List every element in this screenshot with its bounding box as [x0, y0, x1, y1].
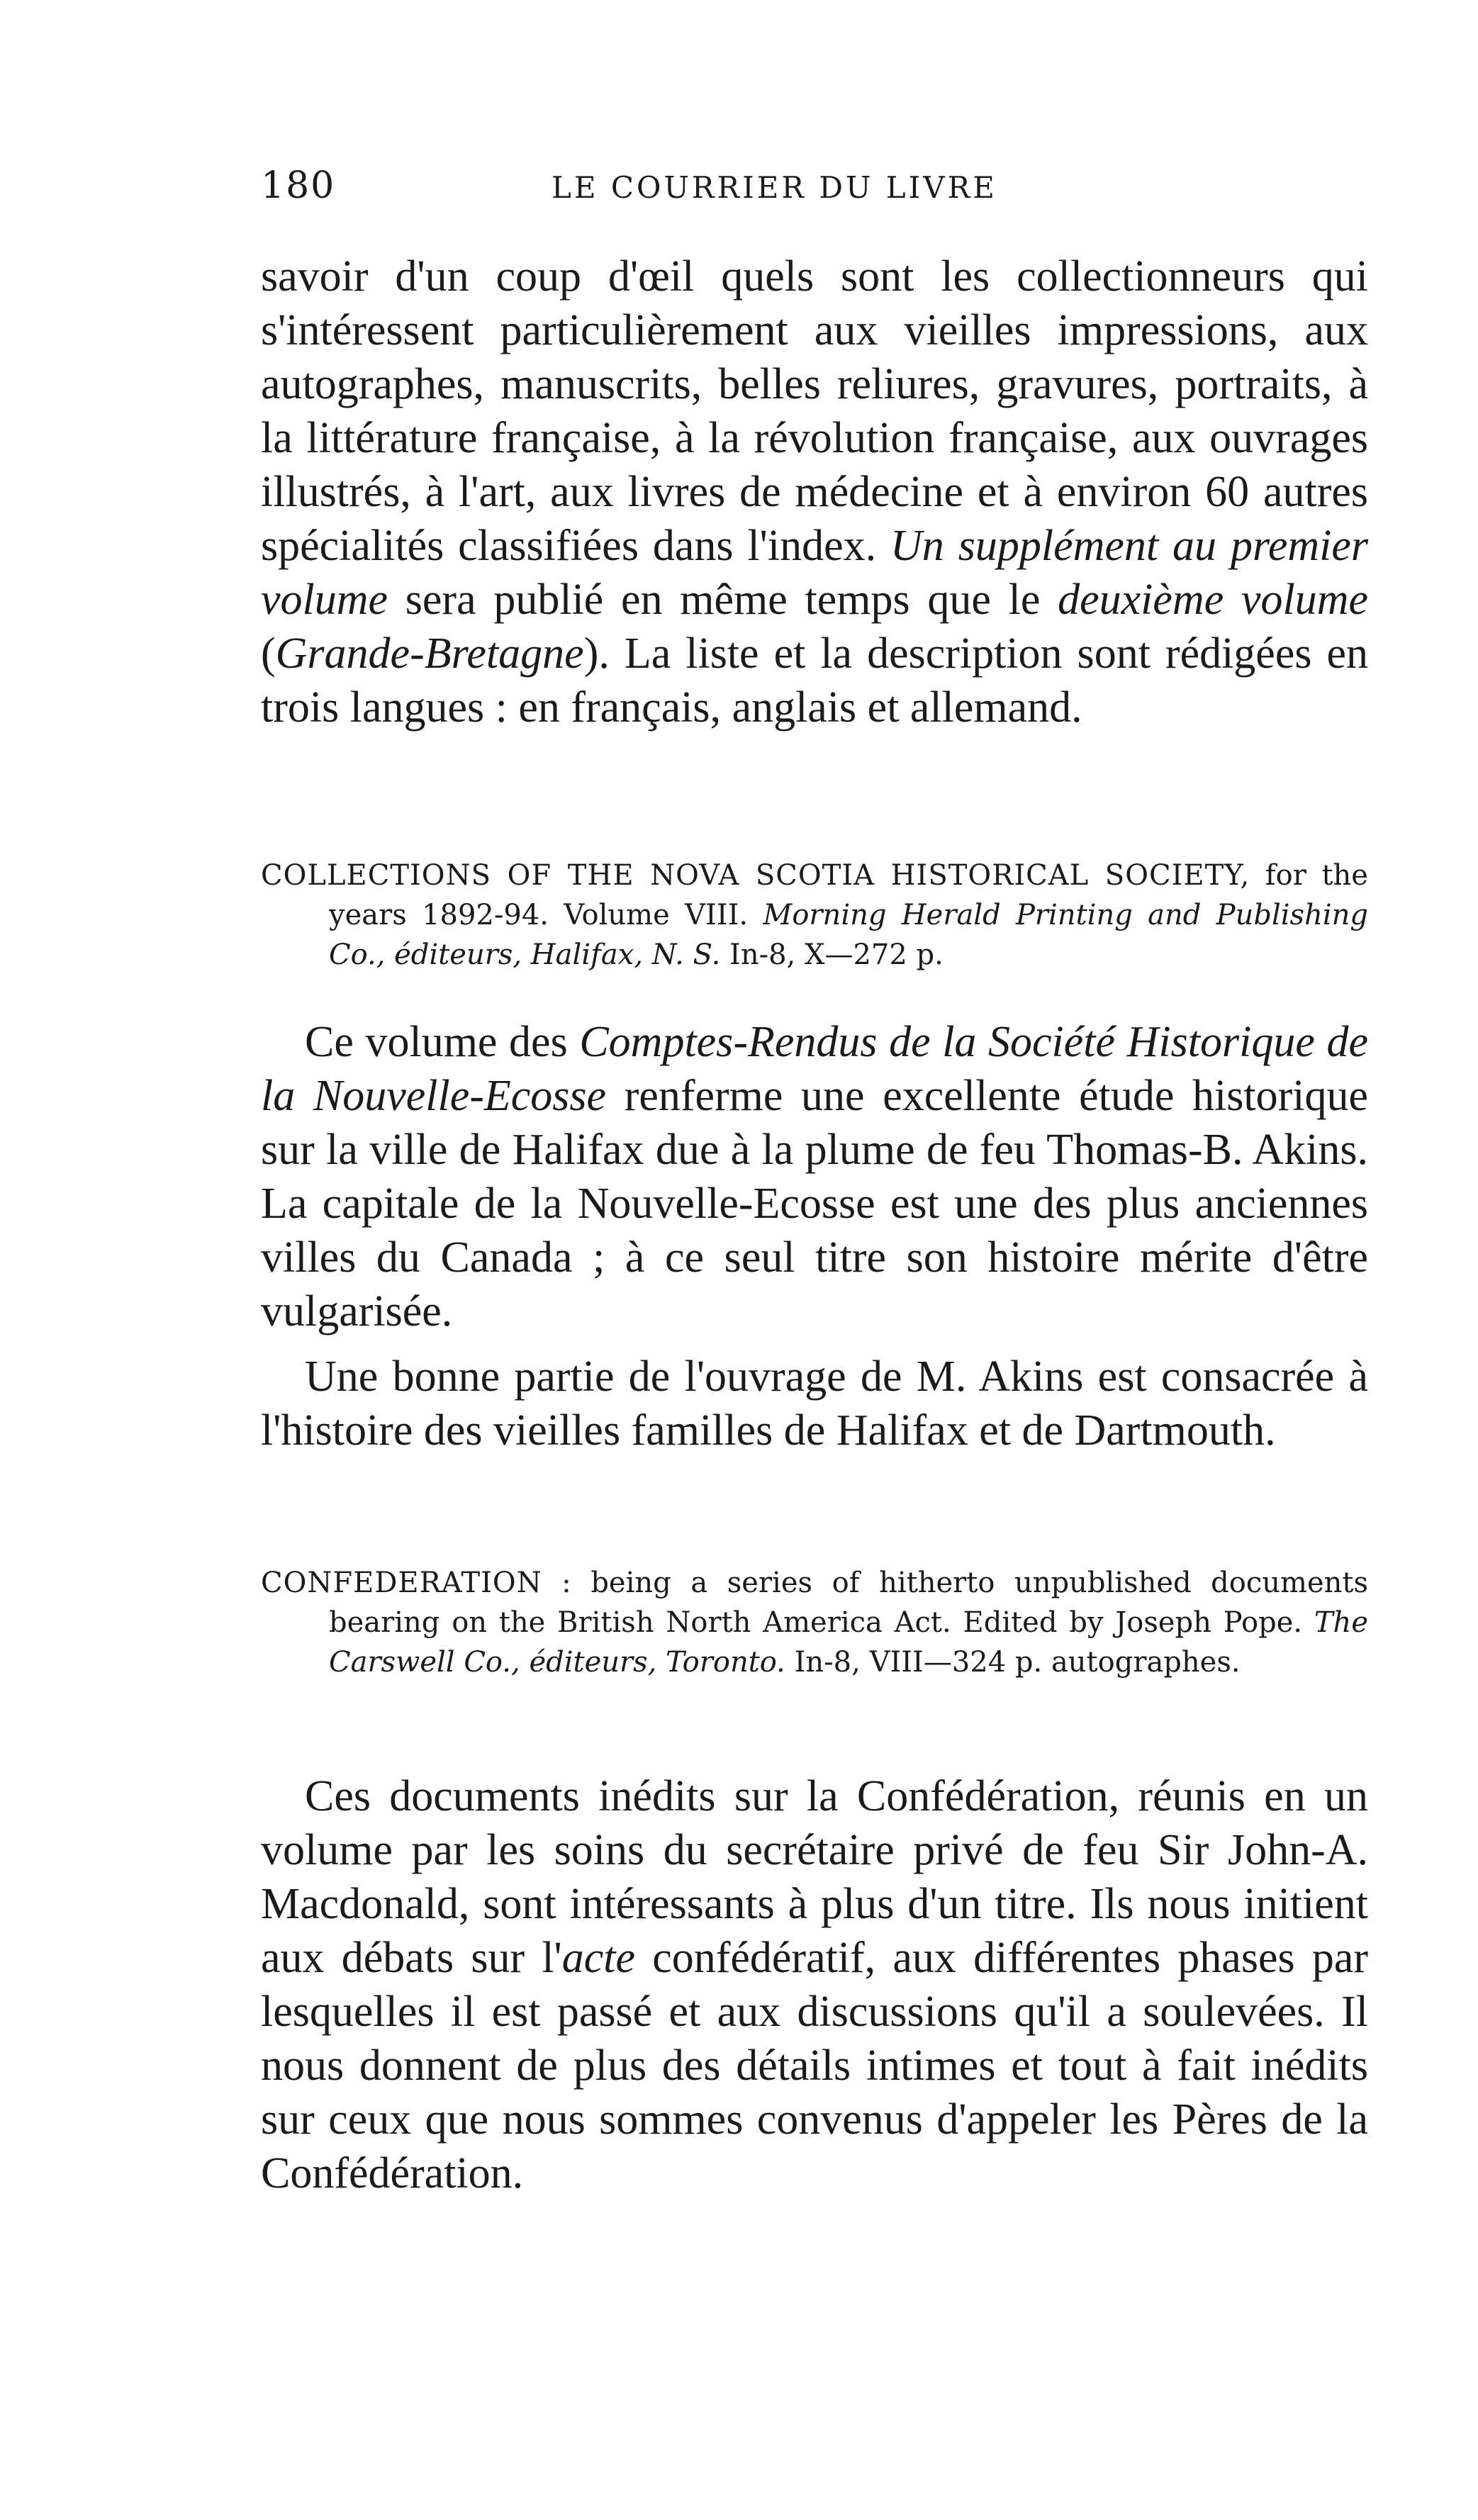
- para4-italic-acte: acte: [561, 1934, 635, 1982]
- para2-italic-title: Comptes-Rendus de la Société Historique de la Nouvelle-Ecosse: [261, 1018, 1368, 1120]
- para1-italic-grande-bretagne: Grande-Bretagne: [275, 629, 584, 678]
- page-header: [261, 164, 1368, 214]
- entry2-format: In-8, VIII—324 p. autographes.: [785, 1646, 1241, 1679]
- para1-text-end: ). La liste et la description sont rédigées en trois langues : en français, anglais et allemand.: [261, 629, 1368, 732]
- entry2-text: : being a series of hitherto unpublished documents bearing on the British North America Act. Edited by Joseph Pope.: [329, 1567, 1368, 1639]
- para1-text-mid2: (: [261, 629, 276, 678]
- entry1-text: for the years 1892-94. Volume VIII.: [329, 859, 1368, 931]
- paragraph-review-confederation: [261, 1769, 1368, 2200]
- entry2-publisher: The Carswell Co., éditeurs, Toronto.: [329, 1606, 1368, 1679]
- entry1-title: COLLECTIONS OF THE NOVA SCOTIA HISTORICAL SOCIETY,: [261, 859, 1250, 892]
- paragraph-review-nova-scotia: [261, 1015, 1368, 1338]
- para1-text: savoir d'un coup d'œil quels sont les collectionneurs qui s'intéressent particulièrement aux vieilles impressions, aux autographes, manuscrits, belles reliures, gravures, portraits, à la littérature française, à la révolution française, aux ouvrages illustrés, à l'art, aux livres de médecine et à environ 60 autres spécialités classifiées dans l'index.: [261, 252, 1368, 570]
- para1-italic-second-volume: deuxième volume: [1058, 576, 1368, 624]
- para1-text-mid1: sera publié en même temps que le: [388, 576, 1058, 624]
- paragraph-continuation: [261, 250, 1368, 734]
- para2-text: Ce volume des: [305, 1018, 580, 1066]
- bibliographic-entry-confederation: [261, 1563, 1368, 1682]
- entry2-title: CONFEDERATION: [261, 1567, 542, 1599]
- running-title: LE COURRIER DU LIVRE: [552, 170, 997, 205]
- para2-text-end: renferme une excellente étude historique sur la ville de Halifax due à la plume de feu Thomas-B. Akins. La capitale de la Nouvelle-Ecosse est une des plus anciennes villes du Canada ; à ce seul titre son histoire mérite d'être vulgarisée.: [261, 1072, 1368, 1335]
- entry1-format: In-8, X—272 p.: [720, 939, 944, 971]
- bibliographic-entry-nova-scotia: [261, 856, 1368, 975]
- page-number: 180: [261, 164, 336, 207]
- para4-text-end: confédératif, aux différentes phases par lesquelles il est passé et aux discussions qu'il a soulevées. Il nous donnent de plus des détails intimes et tout à fait inédits sur ceux que nous sommes convenus d'appeler les Pères de la Confédération.: [261, 1934, 1368, 2197]
- paragraph-akins: [261, 1350, 1368, 1457]
- para3-text: Une bonne partie de l'ouvrage de M. Akins est consacrée à l'histoire des vieilles familles de Halifax et de Dartmouth.: [261, 1353, 1368, 1455]
- para4-text: Ces documents inédits sur la Confédération, réunis en un volume par les soins du secrétaire privé de feu Sir John-A. Macdonald, sont intéressants à plus d'un titre. Ils nous initient aux débats sur l': [261, 1772, 1368, 1982]
- entry1-publisher: Morning Herald Printing and Publishing Co., éditeurs, Halifax, N. S.: [329, 899, 1368, 971]
- para1-italic-supplement: Un supplément au premier volume: [261, 522, 1368, 624]
